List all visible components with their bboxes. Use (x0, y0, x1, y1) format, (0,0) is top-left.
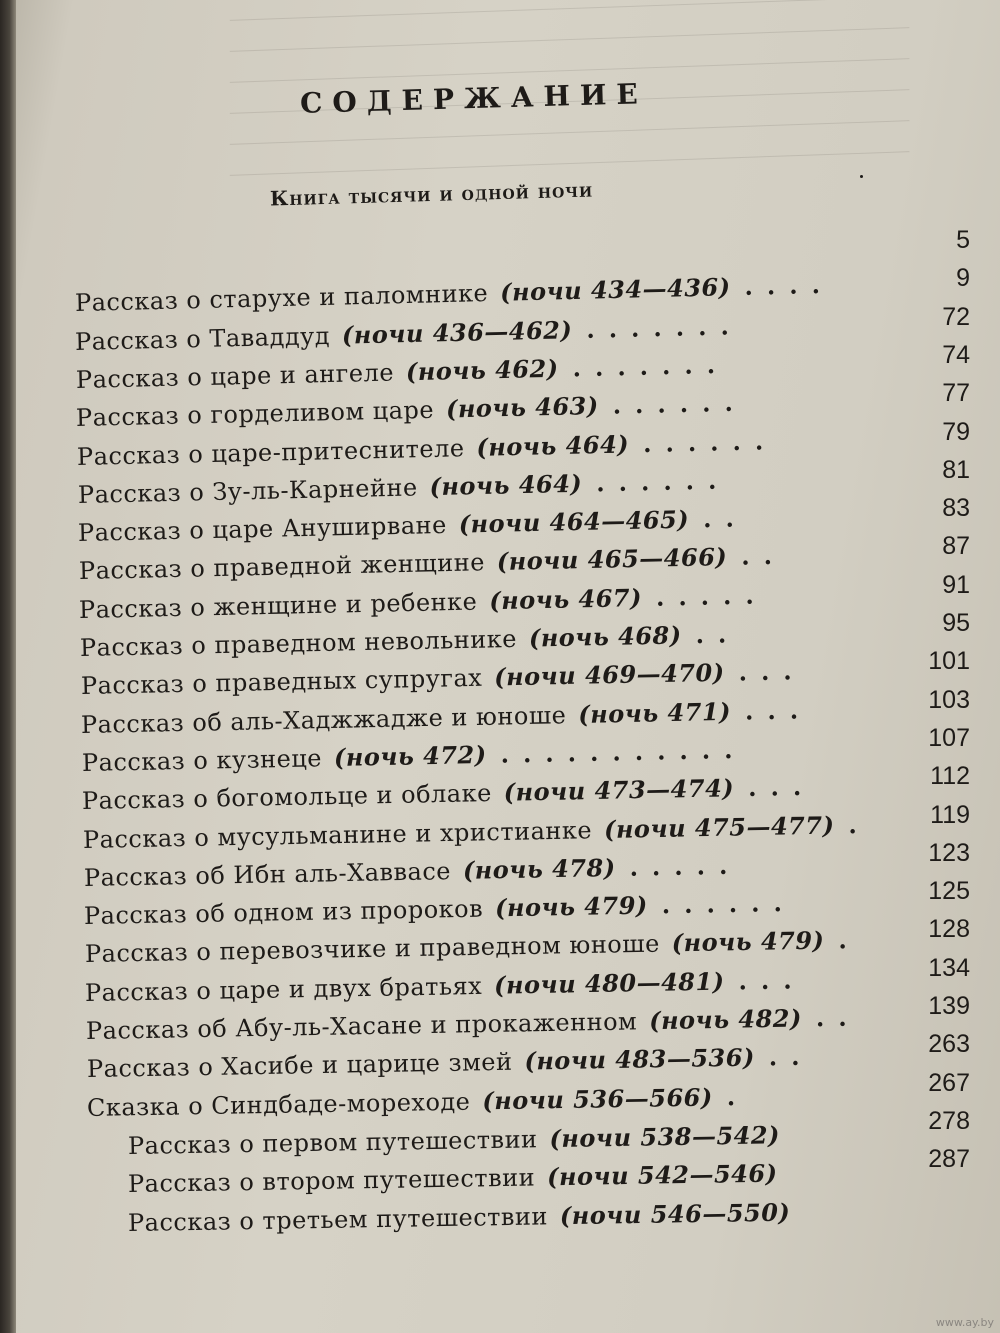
toc-entry-title: Сказка о Синдбаде-мореходе (86, 1087, 471, 1122)
toc-entry-nights: (ночи 480—481) (493, 966, 725, 1000)
page-number: 107 (928, 724, 970, 752)
toc-entry (85, 965, 806, 1008)
toc-entry (76, 388, 747, 433)
toc-entry-nights: (ночь 482) (648, 1003, 803, 1036)
toc-entry (80, 619, 741, 663)
toc-entry-title: Рассказ об аль-Хаджжадже и юноше (80, 701, 567, 739)
toc-entry (79, 541, 787, 586)
page-number: 5 (956, 226, 970, 254)
toc-entry-nights: (ночи 434—436) (499, 272, 731, 307)
toc-entry-title: Рассказ о первом путешествии (127, 1125, 538, 1160)
toc-entry (84, 888, 796, 931)
toc-entry-nights: (ночь 478) (462, 852, 616, 885)
toc-entry (83, 810, 871, 855)
toc-entry-nights: (ночь 468) (528, 620, 682, 653)
dot-leader: ... (747, 771, 816, 802)
page-number: 128 (928, 915, 970, 943)
page-number: 83 (942, 494, 970, 522)
page-number: 79 (942, 418, 970, 446)
toc-entry (128, 1159, 778, 1199)
toc-entry (85, 925, 861, 969)
dot-leader: ..... (629, 850, 742, 882)
toc-entry-title: Рассказ о горделивом царе (75, 395, 435, 432)
page-number: 125 (928, 877, 970, 905)
toc-entry-nights: (ночи 542—546) (546, 1158, 778, 1192)
watermark: www.ay.by (935, 1316, 994, 1329)
toc-entry (75, 311, 743, 357)
toc-entry-title: Рассказ о перевозчике и праведном юноше (84, 929, 661, 968)
toc-entry-nights: (ночи 546—550) (559, 1197, 791, 1231)
toc-entry (76, 350, 730, 395)
page-number: 77 (942, 379, 970, 407)
page-number: 87 (942, 532, 970, 560)
toc-entry-nights: (ночь 479) (671, 925, 825, 958)
dot-leader: ...... (642, 426, 778, 459)
dot-leader: . (726, 1081, 750, 1112)
page-number: 139 (928, 992, 970, 1020)
dot-leader: .. (768, 1041, 814, 1072)
dot-leader: . (838, 924, 861, 955)
toc-entry-nights: (ночь 463) (445, 390, 599, 424)
page-number: 101 (928, 647, 970, 675)
toc-entry-nights: (ночи 538—542) (549, 1120, 781, 1154)
toc-entry (86, 1002, 861, 1046)
dot-leader: ....... (585, 311, 744, 344)
toc-entry-nights: (ночь 464) (429, 468, 583, 502)
section-heading: Книга тысячи и одной ночи (269, 177, 594, 211)
toc-entry-nights: (ночи 536—566) (482, 1082, 713, 1116)
page-number: 263 (928, 1030, 970, 1058)
toc-entry-title: Рассказ о праведных супругах (80, 663, 483, 700)
toc-entry (84, 851, 742, 893)
dot-leader: . (848, 809, 872, 840)
page-number: 267 (928, 1069, 970, 1097)
toc-entry-title: Рассказ о царе и двух братьях (84, 971, 483, 1007)
page-number: 119 (930, 801, 970, 829)
toc-entry-nights: (ночи 475—477) (603, 810, 835, 844)
page-number: 81 (942, 456, 970, 484)
toc-entry-title: Рассказ о Хасибе и царице змей (86, 1047, 513, 1083)
toc-entry-title: Рассказ о мусульманине и христианке (82, 816, 593, 854)
dot-leader: ........... (500, 734, 747, 769)
dot-leader: .. (702, 503, 749, 534)
toc-entry-title: Рассказ об Ибн аль-Хаввасе (83, 857, 452, 892)
toc-entry-nights: (ночь 479) (494, 890, 648, 923)
page-number: 91 (942, 571, 970, 599)
dot-leader: ...... (595, 465, 731, 498)
page-number: 278 (928, 1107, 970, 1135)
page-number: 72 (942, 303, 970, 331)
page-title: СОДЕРЖАНИЕ (299, 77, 649, 120)
toc-entry-nights: (ночь 472) (333, 739, 487, 772)
page-number: 103 (928, 686, 970, 714)
toc-entry-title: Рассказ об Абу-ль-Хасане и прокаженном (85, 1007, 638, 1045)
toc-entry (77, 426, 778, 472)
toc-entry (78, 503, 748, 548)
toc-entry-nights: (ночь 462) (405, 353, 559, 387)
page-number: 9 (956, 264, 970, 292)
toc-entry-nights: (ночь 471) (578, 696, 732, 729)
toc-entry-title: Рассказ о богомольце и облаке (81, 778, 493, 815)
toc-entry (79, 580, 768, 625)
toc-entry-title: Рассказ о старухе и паломнике (74, 279, 489, 317)
dot-leader: ..... (655, 580, 768, 612)
toc-entry-title: Рассказ о праведном невольнике (79, 624, 518, 662)
toc-entry-title: Рассказ о царе Ануширване (77, 510, 448, 547)
dot-leader: ... (738, 656, 806, 687)
dot-leader: ...... (661, 887, 797, 920)
toc-entry (78, 465, 731, 510)
page-number: 95 (942, 609, 970, 637)
dot-leader: .. (740, 540, 787, 571)
dot-leader: .. (695, 619, 741, 650)
toc-entry-title: Рассказ о втором путешествии (127, 1163, 536, 1198)
toc-entry-nights: (ночь 467) (488, 583, 643, 616)
speck (860, 175, 863, 178)
toc-entry-title: Рассказ о женщине и ребенке (78, 587, 478, 624)
dot-leader: ....... (572, 349, 730, 383)
page-number: 134 (928, 954, 970, 982)
toc-entry (87, 1042, 814, 1084)
toc-entry-nights: (ночи 483—536) (524, 1042, 756, 1076)
page-number: 287 (928, 1145, 970, 1173)
toc-entry-nights: (ночи 465—466) (496, 541, 728, 576)
toc-entry-nights: (ночь 464) (476, 429, 630, 462)
toc-entry-title: Рассказ о кузнеце (81, 744, 323, 777)
toc-entry (82, 772, 816, 816)
dot-leader: ... (738, 965, 806, 996)
toc-entry-title: Рассказ о Зу-ль-Карнейне (77, 473, 418, 509)
toc-entry (87, 1082, 750, 1123)
toc-entry-nights: (ночи 464—465) (458, 504, 690, 539)
toc-entry (81, 695, 813, 740)
dot-leader: ...... (612, 387, 748, 420)
page-number: 123 (928, 839, 970, 867)
toc-entry-title: Рассказ о царе-притеснителе (76, 434, 465, 471)
toc-entry-nights: (ночи 436—462) (341, 315, 573, 350)
toc-entry-title: Рассказ о праведной женщине (78, 548, 486, 585)
dot-leader: .. (815, 1002, 861, 1033)
toc-entry-nights: (ночи 473—474) (503, 773, 735, 807)
toc-entry-title: Рассказ о царе и ангеле (75, 358, 395, 394)
dot-leader: ... (744, 695, 813, 726)
page-number: 74 (942, 341, 970, 369)
toc-entry (81, 656, 806, 701)
toc-entry-title: Рассказ о Таваддуд (74, 321, 331, 356)
toc-entry-nights: (ночи 469—470) (493, 657, 725, 692)
toc-entry-title: Рассказ об одном из пророков (83, 894, 484, 930)
dot-leader: .... (744, 269, 835, 301)
toc-entry (128, 1120, 780, 1161)
book-gutter (0, 0, 16, 1333)
toc-entry (128, 1198, 791, 1238)
toc-entry (82, 735, 747, 778)
toc-entry-title: Рассказ о третьем путешествии (127, 1202, 549, 1237)
page-number: 112 (930, 762, 970, 790)
